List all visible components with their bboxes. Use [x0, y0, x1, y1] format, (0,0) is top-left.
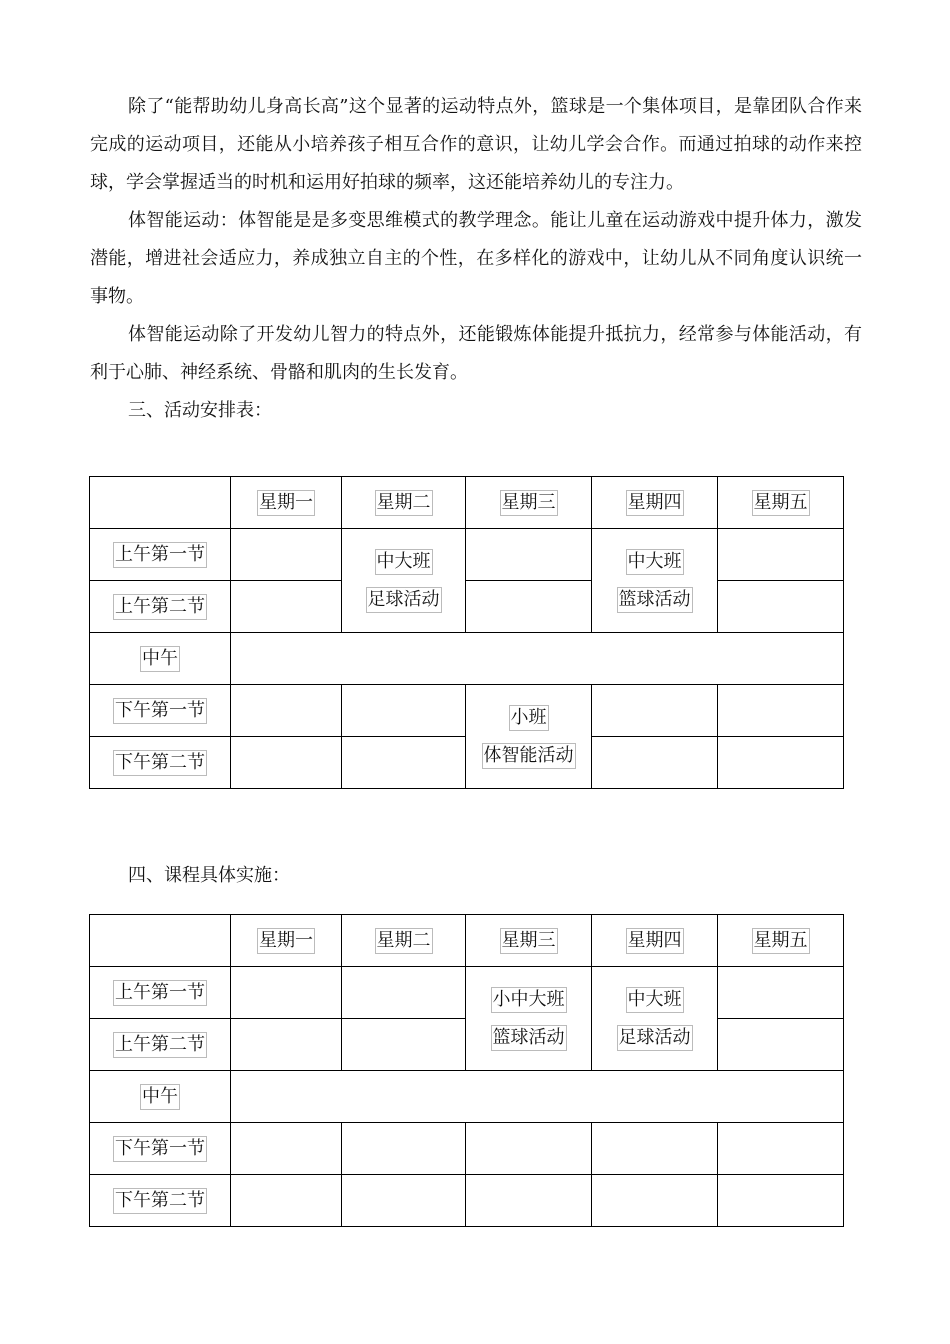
table-row	[90, 1071, 844, 1123]
course-implementation-table	[89, 914, 844, 1227]
activity-schedule-table	[89, 476, 844, 789]
corner-cell	[90, 915, 231, 967]
empty-cell	[592, 1123, 718, 1175]
empty-cell	[231, 1175, 342, 1227]
empty-cell	[718, 737, 844, 789]
period-label: 上午第一节	[113, 980, 207, 1006]
empty-cell	[342, 967, 466, 1019]
table-row	[90, 581, 844, 633]
empty-cell	[466, 529, 592, 581]
empty-cell	[342, 1019, 466, 1071]
empty-cell	[718, 1123, 844, 1175]
paragraph-benefits: 体智能运动除了开发幼儿智力的特点外，还能锻炼体能提升抵抗力，经常参与体能活动，有利于心肺、神经系统、骨骼和肌肉的生长发育。	[90, 324, 862, 383]
table-row	[90, 633, 844, 685]
activity-cell	[592, 967, 718, 1071]
day-header: 星期五	[752, 490, 810, 516]
class-label: 小班	[509, 705, 549, 731]
empty-cell	[592, 685, 718, 737]
activity-cell	[466, 685, 592, 789]
class-label: 小中大班	[491, 987, 567, 1013]
activity-label: 体智能活动	[482, 743, 576, 769]
empty-cell	[718, 581, 844, 633]
period-label: 下午第一节	[113, 698, 207, 724]
empty-cell	[718, 529, 844, 581]
empty-cell	[342, 1123, 466, 1175]
paragraph-basketball: 除了“能帮助幼儿身高长高”这个显著的运动特点外，篮球是一个集体项目，是靠团队合作来完成的运动项目，还能从小培养孩子相互合作的意识，让幼儿学会合作。而通过拍球的动作来控球，学会掌握适当的时机和运用好拍球的频率，这还能培养幼儿的专注力。	[90, 96, 862, 193]
day-header: 星期三	[500, 490, 558, 516]
empty-cell	[718, 1175, 844, 1227]
period-label: 上午第一节	[113, 542, 207, 568]
period-label: 下午第二节	[113, 1188, 207, 1214]
activity-cell	[466, 967, 592, 1071]
section3-heading: 三、活动安排表：	[128, 400, 272, 421]
noon-cell	[231, 633, 844, 685]
empty-cell	[231, 1019, 342, 1071]
empty-cell	[466, 581, 592, 633]
empty-cell	[466, 1123, 592, 1175]
table-row	[90, 1175, 844, 1227]
empty-cell	[718, 1019, 844, 1071]
noon-cell	[231, 1071, 844, 1123]
empty-cell	[231, 737, 342, 789]
day-header: 星期三	[500, 928, 558, 954]
day-header: 星期一	[257, 490, 315, 516]
day-header: 星期二	[375, 490, 433, 516]
table-row	[90, 967, 844, 1019]
empty-cell	[231, 581, 342, 633]
corner-cell	[90, 477, 231, 529]
empty-cell	[718, 967, 844, 1019]
period-label: 中午	[140, 646, 180, 672]
empty-cell	[231, 1123, 342, 1175]
empty-cell	[592, 737, 718, 789]
table-row	[90, 529, 844, 581]
table-header-row	[90, 477, 844, 529]
empty-cell	[342, 737, 466, 789]
paragraph-physical-intelligence: 体智能运动：体智能是是多变思维模式的教学理念。能让儿童在运动游戏中提升体力，激发潜能，增进社会适应力，养成独立自主的个性，在多样化的游戏中，让幼儿从不同角度认识统一事物。	[90, 210, 862, 307]
period-label: 下午第一节	[113, 1136, 207, 1162]
activity-label: 足球活动	[617, 1025, 693, 1051]
activity-cell	[592, 529, 718, 633]
period-label: 上午第二节	[113, 594, 207, 620]
class-label: 中大班	[626, 987, 684, 1013]
activity-label: 篮球活动	[617, 587, 693, 613]
period-label: 下午第二节	[113, 750, 207, 776]
period-label: 中午	[140, 1084, 180, 1110]
day-header: 星期四	[626, 490, 684, 516]
empty-cell	[231, 529, 342, 581]
day-header: 星期五	[752, 928, 810, 954]
empty-cell	[342, 685, 466, 737]
table-header-row	[90, 915, 844, 967]
section4-heading: 四、课程具体实施：	[128, 865, 290, 886]
empty-cell	[231, 685, 342, 737]
day-header: 星期四	[626, 928, 684, 954]
empty-cell	[342, 1175, 466, 1227]
period-label: 上午第二节	[113, 1032, 207, 1058]
day-header: 星期一	[257, 928, 315, 954]
empty-cell	[718, 685, 844, 737]
empty-cell	[231, 967, 342, 1019]
class-label: 中大班	[375, 549, 433, 575]
empty-cell	[592, 1175, 718, 1227]
class-label: 中大班	[626, 549, 684, 575]
day-header: 星期二	[375, 928, 433, 954]
empty-cell	[466, 1175, 592, 1227]
activity-label: 足球活动	[366, 587, 442, 613]
activity-cell	[342, 529, 466, 633]
table-row	[90, 1123, 844, 1175]
table-row	[90, 685, 844, 737]
activity-label: 篮球活动	[491, 1025, 567, 1051]
